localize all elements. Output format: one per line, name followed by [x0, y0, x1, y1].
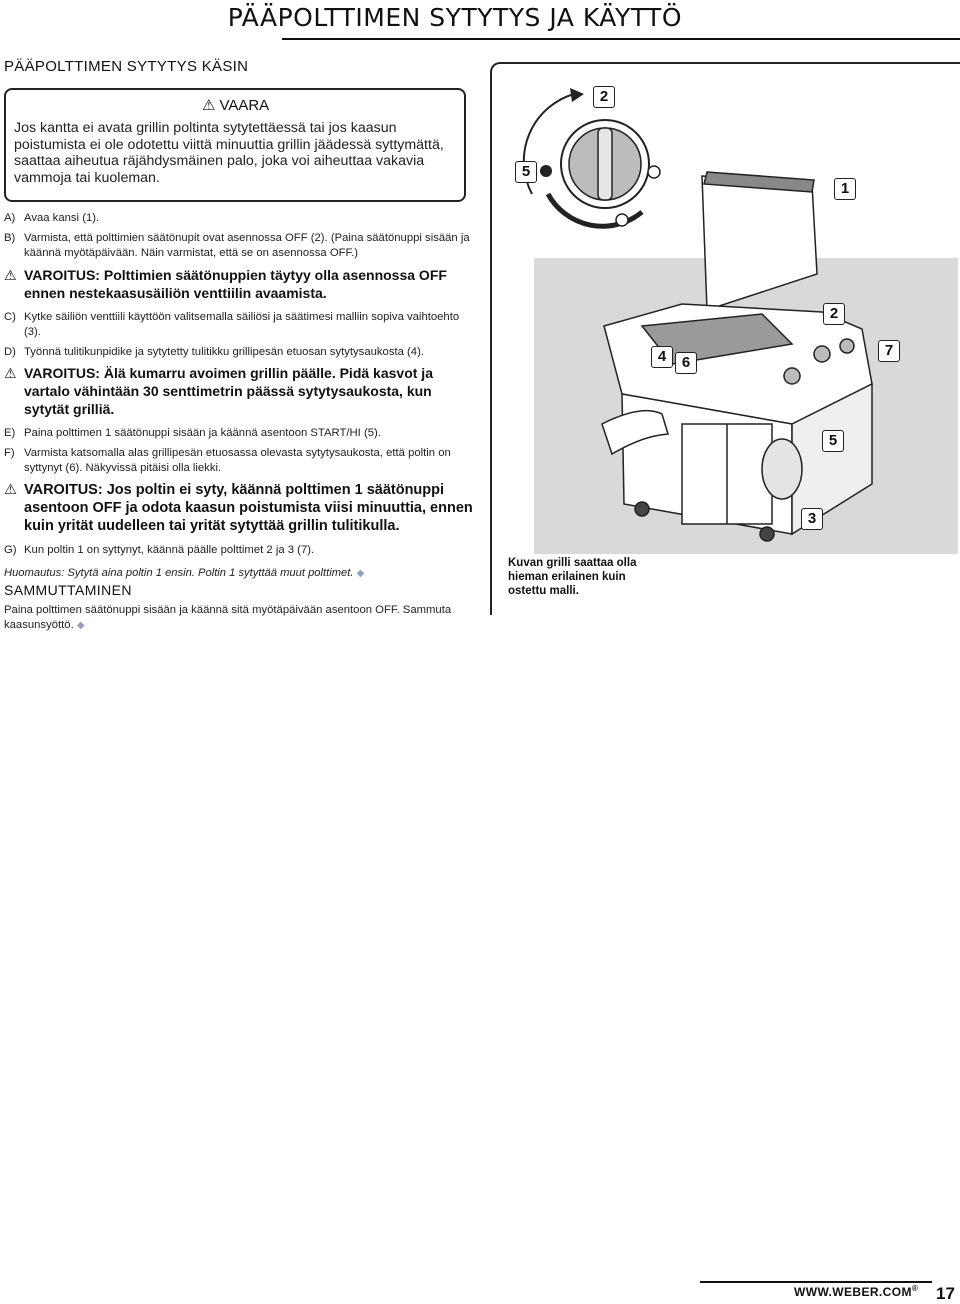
warning-triangle-icon: ⚠: [4, 365, 17, 381]
callout-6: 6: [675, 352, 697, 374]
figure-caption: Kuvan grilli saattaa olla hieman erilainen kuin ostettu malli.: [508, 557, 637, 597]
instruction-steps: [4, 211, 474, 582]
callout-5: 5: [822, 430, 844, 452]
callout-7: 7: [878, 340, 900, 362]
warning-triangle-icon: ⚠: [4, 266, 17, 283]
shutdown-title: SAMMUTTAMINEN: [4, 582, 132, 598]
warning-2: ⚠ VAROITUS: Älä kumarru avoimen grillin päälle. Pidä kasvot ja vartalo vähintään 30 senttimetrin päässä sytytysaukosta, kun sytytät grilliä.: [4, 365, 433, 417]
footer-url: WWW.WEBER.COM®: [794, 1284, 919, 1299]
callout-1: 1: [834, 178, 856, 200]
step-e: E) Paina polttimen 1 säätönuppi sisään ja käännä asentoon START/HI (5).: [4, 427, 381, 439]
step-f: F) Varmista katsomalla alas grillipesän etuosassa olevasta sytytysaukosta, että poltin on syttynyt (6). Näkyvissä pitäisi olla liekki.: [4, 446, 451, 474]
grill-illustration: [492, 64, 958, 554]
callout-2-knob: 2: [593, 86, 615, 108]
note: Huomautus: Sytytä aina poltin 1 ensin. Poltin 1 sytyttää muut polttimet. ◆: [4, 567, 365, 579]
grill-drawing: [602, 172, 872, 541]
step-c: C) Kytke säiliön venttiili käyttöön valitsemalla säiliösi ja säätimesi malliin sopiva vaihtoehto (3).: [4, 310, 460, 338]
danger-box: [4, 88, 466, 202]
warning-triangle-icon: ⚠: [202, 97, 216, 114]
diamond-icon: ◆: [76, 620, 85, 631]
shutdown-text: Paina polttimen säätönuppi sisään ja käännä sitä myötäpäivään asentoon OFF. Sammuta kaasunsyöttö. ◆: [4, 604, 452, 631]
step-d: D) Työnnä tulitikunpidike ja sytytetty tulitikku grillipesän etuosan sytytysaukosta (4).: [4, 345, 424, 358]
step-a: A) Avaa kansi (1).: [4, 212, 100, 224]
warning-3: ⚠ VAROITUS: Jos poltin ei syty, käännä polttimen 1 säätönuppi asentoon OFF ja odota kaasun poistumista viisi minuuttia, ennen kuin yrität uudelleen tai yrität sytyttää grillin tulitikulla.: [4, 481, 473, 534]
step-b: B) Varmista, että polttimien säätönupit ovat asennossa OFF (2). (Paina säätönuppi sisään ja käännä myötäpäivään. Näin varmistat, että se on asennossa OFF.): [4, 231, 470, 259]
footer-rule: [700, 1281, 932, 1283]
page-title: PÄÄPOLTTIMEN SYTYTYS JA KÄYTTÖ: [227, 3, 682, 32]
callout-2: 2: [823, 303, 845, 325]
callout-4: 4: [651, 346, 673, 368]
header-rule: [282, 38, 960, 40]
danger-heading: [202, 96, 269, 114]
warning-triangle-icon: ⚠: [4, 481, 17, 498]
callout-3: 3: [801, 508, 823, 530]
section-title: PÄÄPOLTTIMEN SYTYTYS KÄSIN: [4, 58, 249, 75]
warning-1: ⚠ VAROITUS: Polttimien säätönuppien täytyy olla asennossa OFF ennen nestekaasusäiliön venttiilin avaamista.: [4, 266, 447, 301]
danger-label: VAARA: [219, 97, 270, 114]
diamond-icon: ◆: [356, 568, 365, 579]
control-knob-detail: [524, 88, 660, 226]
danger-text: Jos kantta ei avata grillin poltinta sytytettäessä tai jos kaasun poistumista ei ole odotettu viittä minuuttia grillin jäädessä syttymättä, saattaa aiheutua räjähdysmäinen palo, joka voi aiheuttaa vakavia vammoja tai kuoleman.: [14, 120, 444, 186]
callout-5-knob: 5: [515, 161, 537, 183]
header-bar: [0, 0, 960, 38]
page-number: 17: [936, 1284, 955, 1303]
step-g: G) Kun poltin 1 on syttynyt, käännä päälle polttimet 2 ja 3 (7).: [4, 543, 315, 556]
